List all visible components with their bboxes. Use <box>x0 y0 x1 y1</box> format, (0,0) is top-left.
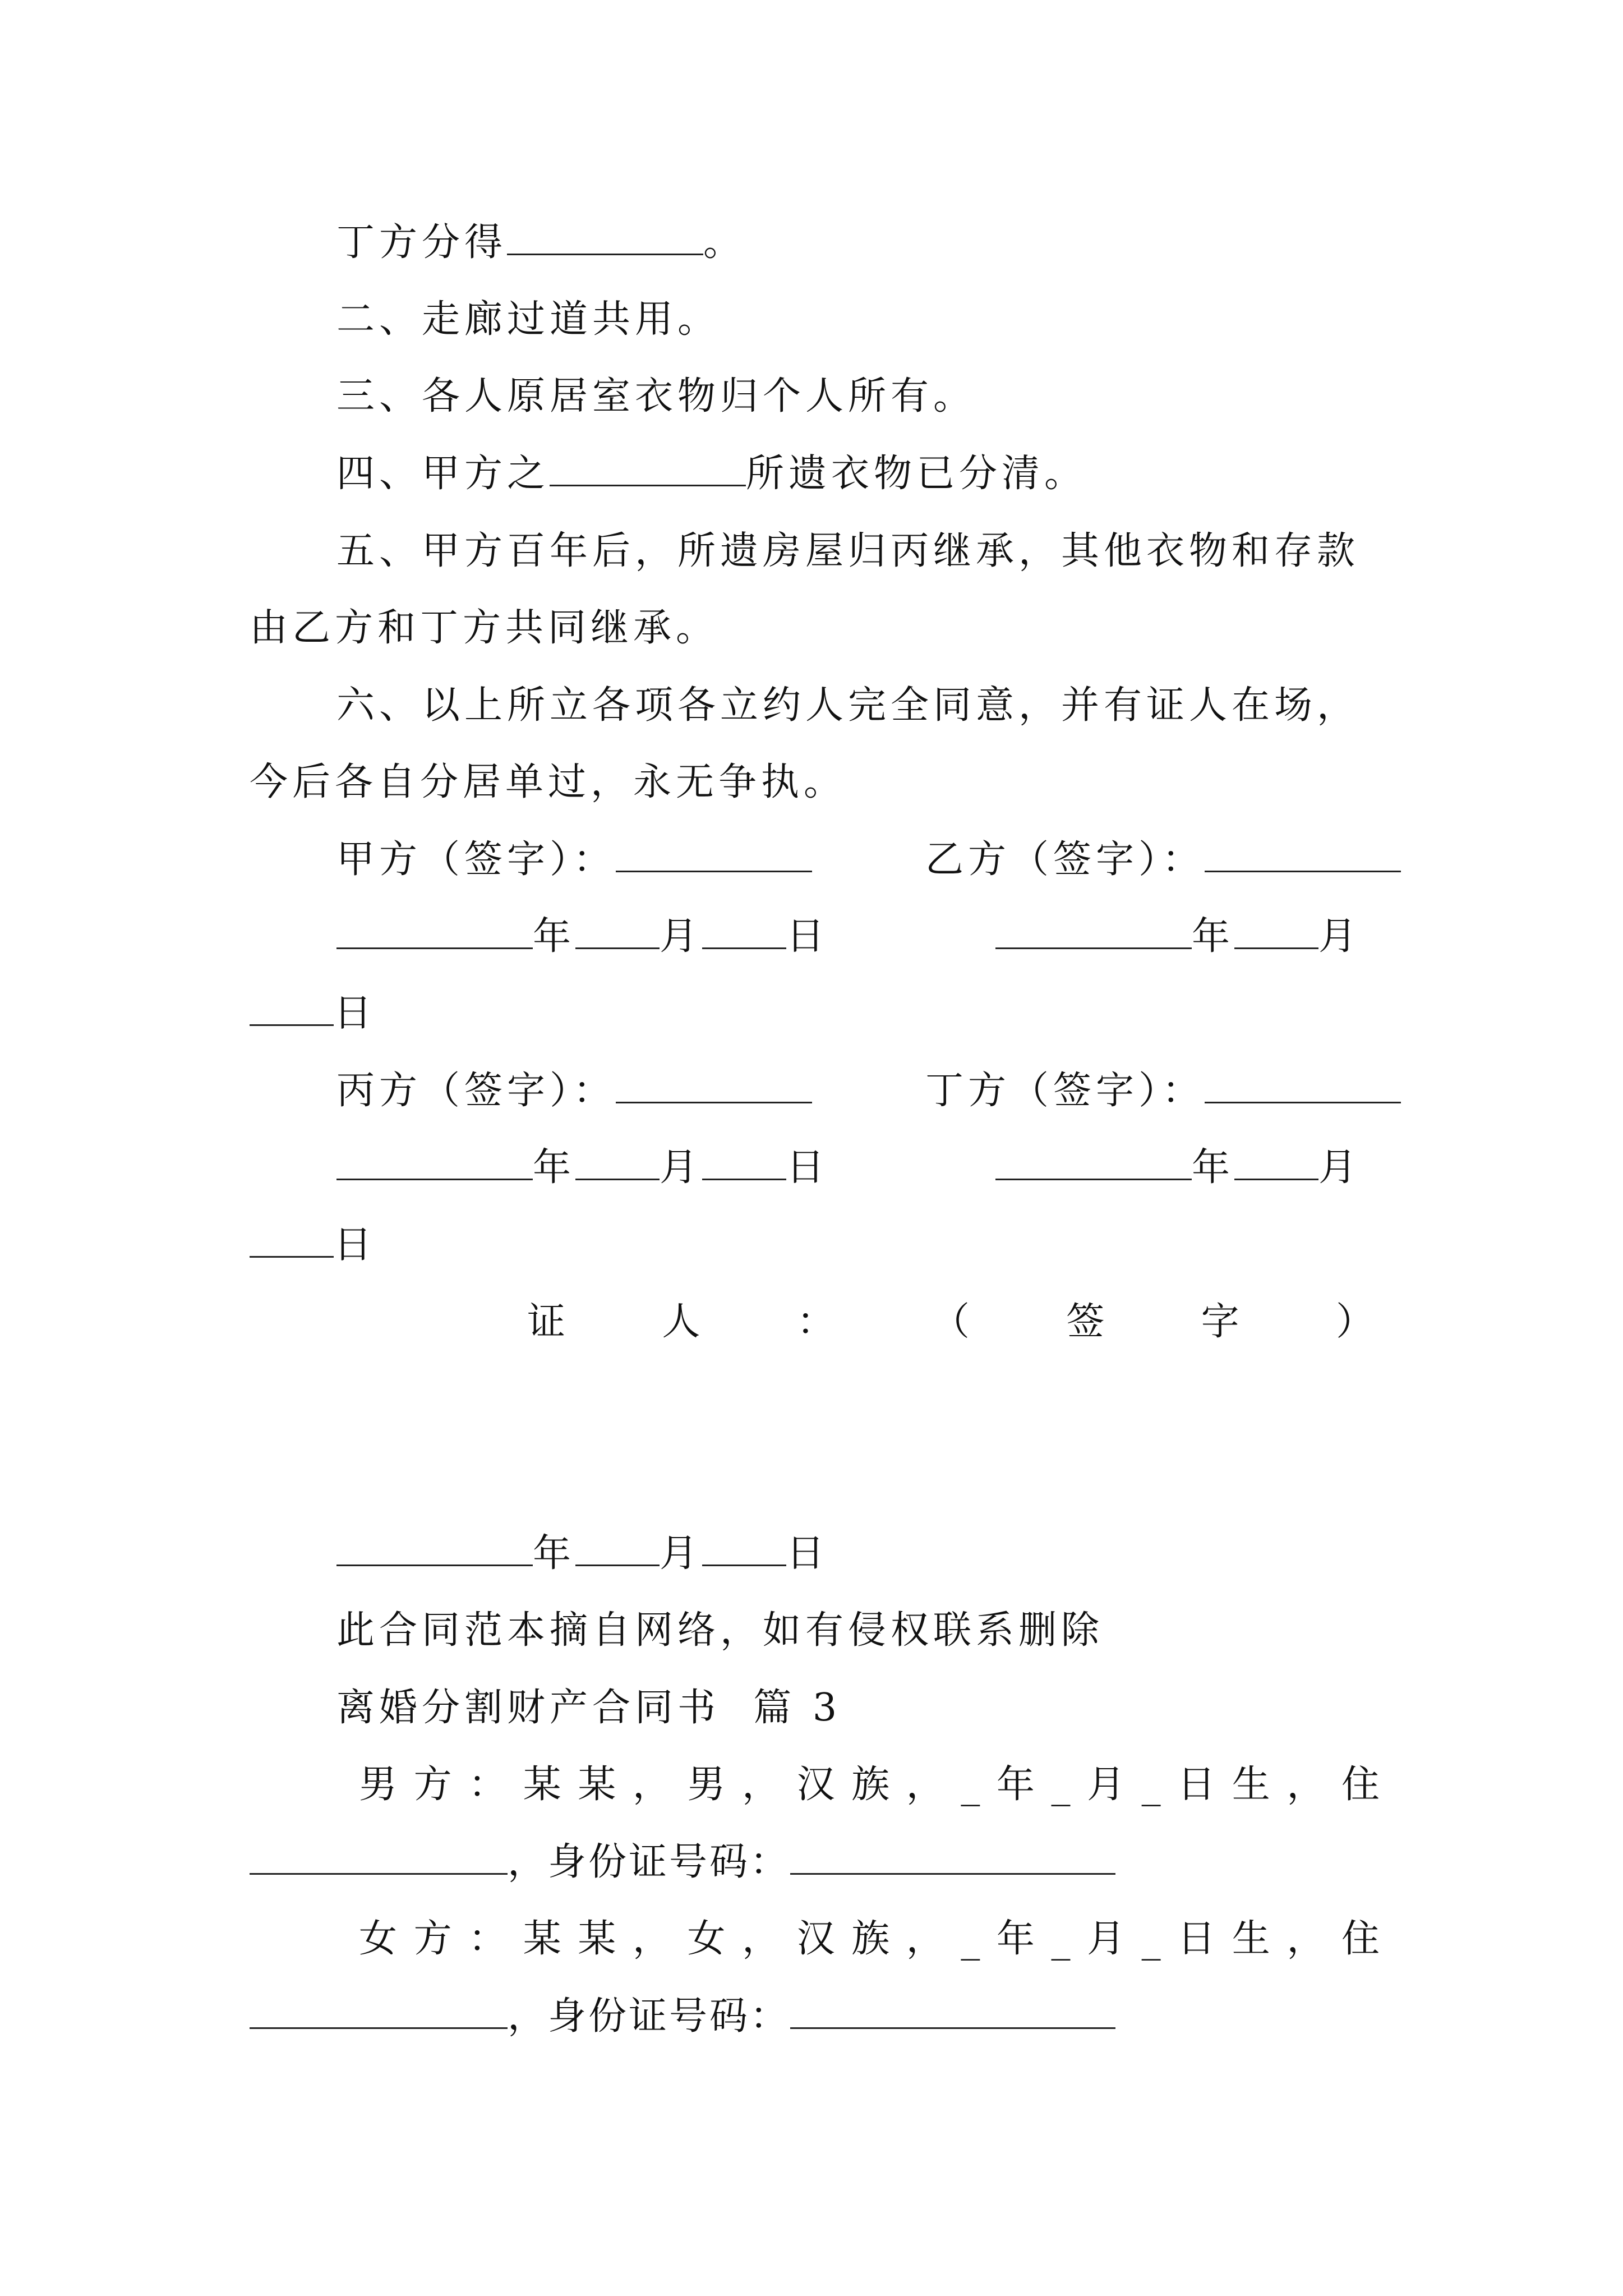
year-label: 年 <box>533 1145 576 1190</box>
male-id-line <box>250 1837 1115 1888</box>
year-field[interactable] <box>995 1149 1192 1180</box>
day-field[interactable] <box>702 918 786 949</box>
month-label: 月 <box>660 1145 703 1190</box>
date-witness <box>336 1529 829 1579</box>
female-text: 日 <box>1177 1917 1216 1961</box>
female-text: ， <box>632 1917 671 1961</box>
female-text: 女 <box>359 1917 398 1961</box>
signature-jia-label: 甲方（签字）： <box>336 838 616 882</box>
clause-ding-share-text: 丁方分得 <box>336 220 508 265</box>
year-field[interactable] <box>336 1535 533 1566</box>
female-id-line <box>250 1991 1115 2042</box>
day-field[interactable] <box>702 1149 786 1180</box>
month-label: 月 <box>1318 914 1362 959</box>
month-field[interactable] <box>575 1149 660 1180</box>
female-text: 汉 <box>796 1917 835 1961</box>
signature-jia-field[interactable] <box>616 841 812 872</box>
signature-yi-label: 乙方（签字）： <box>925 838 1205 882</box>
day-label: 日 <box>786 1531 829 1576</box>
witness-char: 签 <box>1066 1300 1105 1344</box>
clause-5-line-1: 五、甲方百年后，所遗房屋归丙继承，其他衣物和存款 <box>336 529 1360 573</box>
male-text: 汉 <box>796 1763 835 1807</box>
female-text: 年 <box>996 1917 1035 1961</box>
witness-char: 字 <box>1201 1300 1239 1344</box>
month-field[interactable] <box>1234 1149 1318 1180</box>
male-text: _ <box>961 1763 980 1807</box>
source-note: 此合同范本摘自网络，如有侵权联系删除 <box>336 1608 1104 1653</box>
clause-6-line-1: 六、以上所立各项各立约人完全同意，并有证人在场， <box>336 683 1360 728</box>
female-text: 住 <box>1341 1917 1380 1961</box>
witness-char: ） <box>1335 1300 1374 1344</box>
male-text: 族 <box>851 1763 890 1807</box>
month-field[interactable] <box>575 918 660 949</box>
clause-4 <box>336 449 1087 499</box>
female-text: 族 <box>851 1917 890 1961</box>
blank-field[interactable] <box>507 224 703 255</box>
signature-bing-label: 丙方（签字）： <box>336 1069 616 1113</box>
blank-field[interactable] <box>550 455 746 486</box>
year-field[interactable] <box>336 918 533 949</box>
day-label: 日 <box>334 991 377 1036</box>
witness-char: ： <box>796 1300 835 1344</box>
male-text: 日 <box>1177 1763 1216 1807</box>
witness-char: 证 <box>527 1300 566 1344</box>
male-id-field[interactable] <box>790 1844 1115 1875</box>
signature-ding-label: 丁方（签字）： <box>925 1069 1205 1113</box>
male-text: 生 <box>1232 1763 1270 1807</box>
clause-6-line-2: 今后各自分居单过，永无争执。 <box>250 760 847 804</box>
month-field[interactable] <box>575 1535 660 1566</box>
date-yi-day <box>250 988 376 1039</box>
clause-4-end: 所遗衣物已分清。 <box>746 452 1087 496</box>
month-label: 月 <box>660 914 703 959</box>
male-party-line <box>359 1760 1380 1810</box>
female-text: 月 <box>1087 1917 1126 1961</box>
clause-ding-share <box>336 218 746 268</box>
female-text: ： <box>468 1917 507 1961</box>
day-field[interactable] <box>250 1227 334 1258</box>
month-field[interactable] <box>1234 918 1318 949</box>
clause-4-text: 四、甲方之 <box>336 452 550 496</box>
female-id-label: ，身份证号码： <box>508 1994 791 2039</box>
month-label: 月 <box>1318 1145 1362 1190</box>
male-text: ， <box>742 1763 781 1807</box>
date-yi <box>995 912 1361 962</box>
male-text: 月 <box>1087 1763 1126 1807</box>
female-text: _ <box>961 1917 980 1961</box>
female-text: 生 <box>1232 1917 1270 1961</box>
witness-signature-line <box>527 1297 1374 1347</box>
section-heading: 离婚分割财产合同书 篇 3 <box>336 1686 842 1730</box>
male-text: 某 <box>523 1763 561 1807</box>
day-field[interactable] <box>702 1535 786 1566</box>
year-field[interactable] <box>336 1149 533 1180</box>
year-field[interactable] <box>995 918 1192 949</box>
signature-ding <box>925 1066 1401 1116</box>
male-id-label: ，身份证号码： <box>508 1840 791 1884</box>
signature-bing-field[interactable] <box>616 1073 812 1103</box>
clause-5-line-2: 由乙方和丁方共同继承。 <box>250 606 719 650</box>
day-label: 日 <box>334 1223 377 1267</box>
month-label: 月 <box>660 1531 703 1576</box>
signature-jia <box>336 835 812 885</box>
witness-char: 人 <box>662 1300 700 1344</box>
female-address-field[interactable] <box>250 1998 508 2029</box>
female-party-line <box>359 1914 1380 1964</box>
witness-char: （ <box>931 1300 970 1344</box>
day-label: 日 <box>786 1145 829 1190</box>
signature-yi-field[interactable] <box>1205 841 1401 872</box>
clause-3: 三、各人原居室衣物归个人所有。 <box>336 374 976 418</box>
male-text: ， <box>906 1763 944 1807</box>
female-text: _ <box>1051 1917 1071 1961</box>
male-text: 方 <box>413 1763 452 1807</box>
female-text: ， <box>742 1917 781 1961</box>
male-text: 住 <box>1341 1763 1380 1807</box>
date-ding-day <box>250 1220 376 1271</box>
male-text: _ <box>1051 1763 1071 1807</box>
male-text: ， <box>632 1763 671 1807</box>
female-text: 女 <box>687 1917 726 1961</box>
year-label: 年 <box>1192 1145 1235 1190</box>
male-text: 某 <box>578 1763 616 1807</box>
female-text: ， <box>1287 1917 1325 1961</box>
clause-ding-share-end: 。 <box>703 220 746 265</box>
male-text: 男 <box>687 1763 726 1807</box>
female-text: 方 <box>413 1917 452 1961</box>
male-text: 男 <box>359 1763 398 1807</box>
day-field[interactable] <box>250 995 334 1026</box>
date-ding <box>995 1143 1361 1193</box>
signature-ding-field[interactable] <box>1205 1073 1401 1103</box>
signature-bing <box>336 1066 812 1116</box>
female-id-field[interactable] <box>790 1998 1115 2029</box>
male-text: ： <box>468 1763 507 1807</box>
year-label: 年 <box>533 1531 576 1576</box>
female-text: ， <box>906 1917 944 1961</box>
year-label: 年 <box>1192 914 1235 959</box>
male-text: 年 <box>996 1763 1035 1807</box>
day-label: 日 <box>786 914 829 959</box>
male-text: _ <box>1141 1763 1161 1807</box>
male-address-field[interactable] <box>250 1844 508 1875</box>
female-text: _ <box>1141 1917 1161 1961</box>
female-text: 某 <box>523 1917 561 1961</box>
date-bing <box>336 1143 829 1193</box>
male-text: ， <box>1287 1763 1325 1807</box>
clause-2: 二、走廊过道共用。 <box>336 297 721 342</box>
year-label: 年 <box>533 914 576 959</box>
female-text: 某 <box>578 1917 616 1961</box>
signature-yi <box>925 835 1401 885</box>
date-jia <box>336 912 829 962</box>
